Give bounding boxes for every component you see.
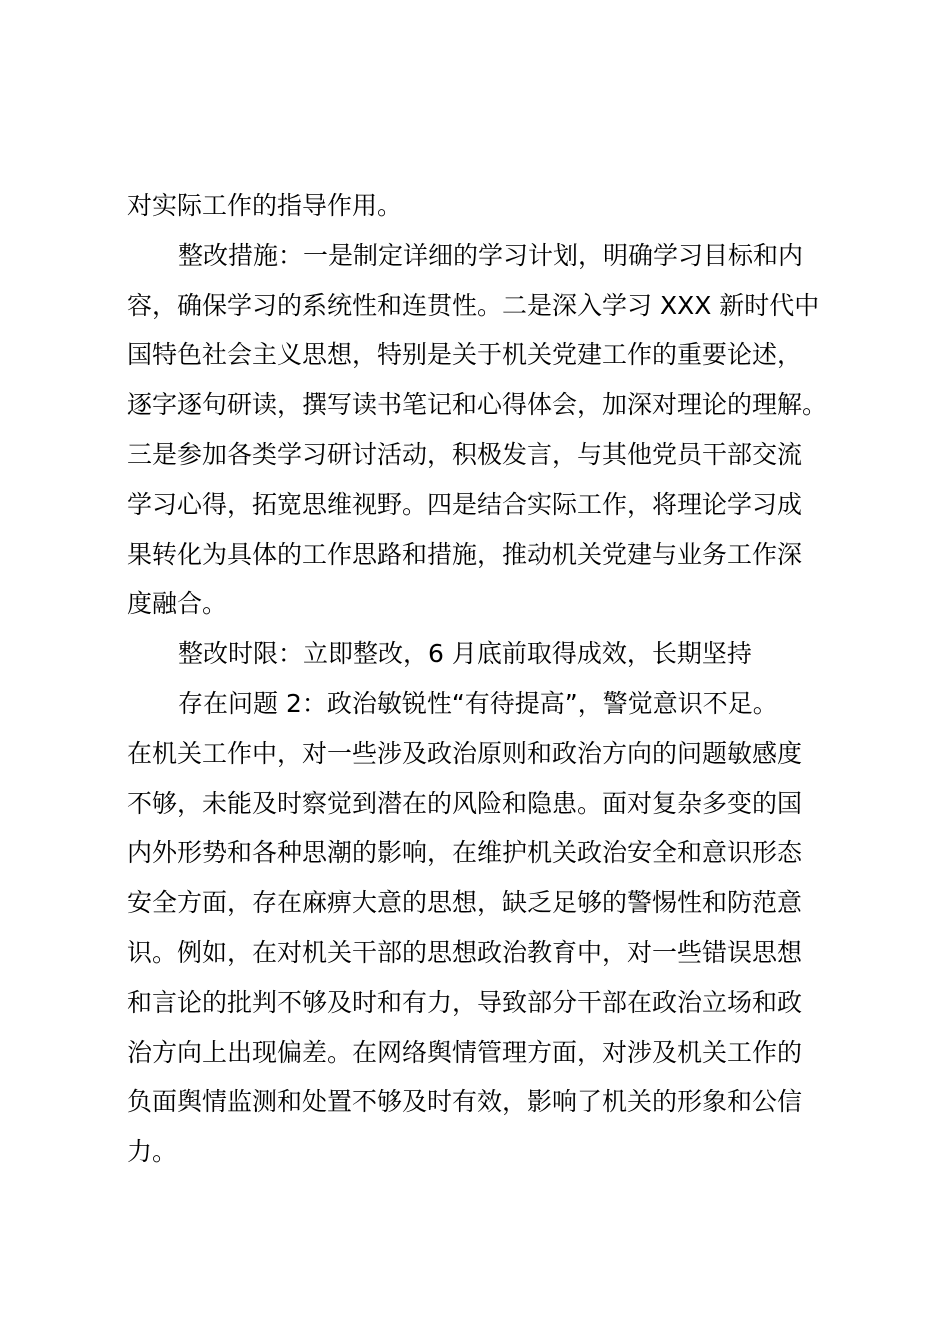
text-line: 在机关工作中，对一些涉及政治原则和政治方向的问题敏感度 [127,738,803,768]
paragraph-problem-2-heading: 存在问题 2：政治敏锐性“有待提高”，警觉意识不足。 [178,688,778,718]
text-line: 和言论的批判不够及时和有力，导致部分干部在政治立场和政 [127,987,803,1017]
text-line: 力。 [127,1137,178,1167]
text-line: 国特色社会主义思想，特别是关于机关党建工作的重要论述， [127,340,803,370]
text-line: 治方向上出现偏差。在网络舆情管理方面，对涉及机关工作的 [127,1037,803,1067]
text-line: 对实际工作的指导作用。 [127,191,403,220]
text-line: 容，确保学习的系统性和连贯性。二是深入学习 XXX 新时代中 [127,290,820,320]
text-line: 负面舆情监测和处置不够及时有效，影响了机关的形象和公信 [127,1087,803,1117]
text-line: 不够，未能及时察觉到潜在的风险和隐患。面对复杂多变的国 [127,788,803,818]
text-line: 识。例如，在对机关干部的思想政治教育中，对一些错误思想 [127,937,803,967]
paragraph-rectification-deadline: 整改时限：立即整改，6 月底前取得成效，长期坚持 [178,639,752,669]
paragraph-rectification-measures: 整改措施：一是制定详细的学习计划，明确学习目标和内 [178,240,804,270]
text-line: 安全方面，存在麻痹大意的思想，缺乏足够的警惕性和防范意 [127,888,803,918]
text-line: 内外形势和各种思潮的影响，在维护机关政治安全和意识形态 [127,838,803,868]
text-line: 学习心得，拓宽思维视野。四是结合实际工作，将理论学习成 [127,489,803,519]
text-line: 三是参加各类学习研讨活动，积极发言，与其他党员干部交流 [127,439,803,469]
text-line: 逐字逐句研读，撰写读书笔记和心得体会，加深对理论的理解。 [127,390,828,420]
text-line: 度融合。 [127,589,228,619]
text-line: 果转化为具体的工作思路和措施，推动机关党建与业务工作深 [127,539,803,569]
document-body [127,181,839,1177]
